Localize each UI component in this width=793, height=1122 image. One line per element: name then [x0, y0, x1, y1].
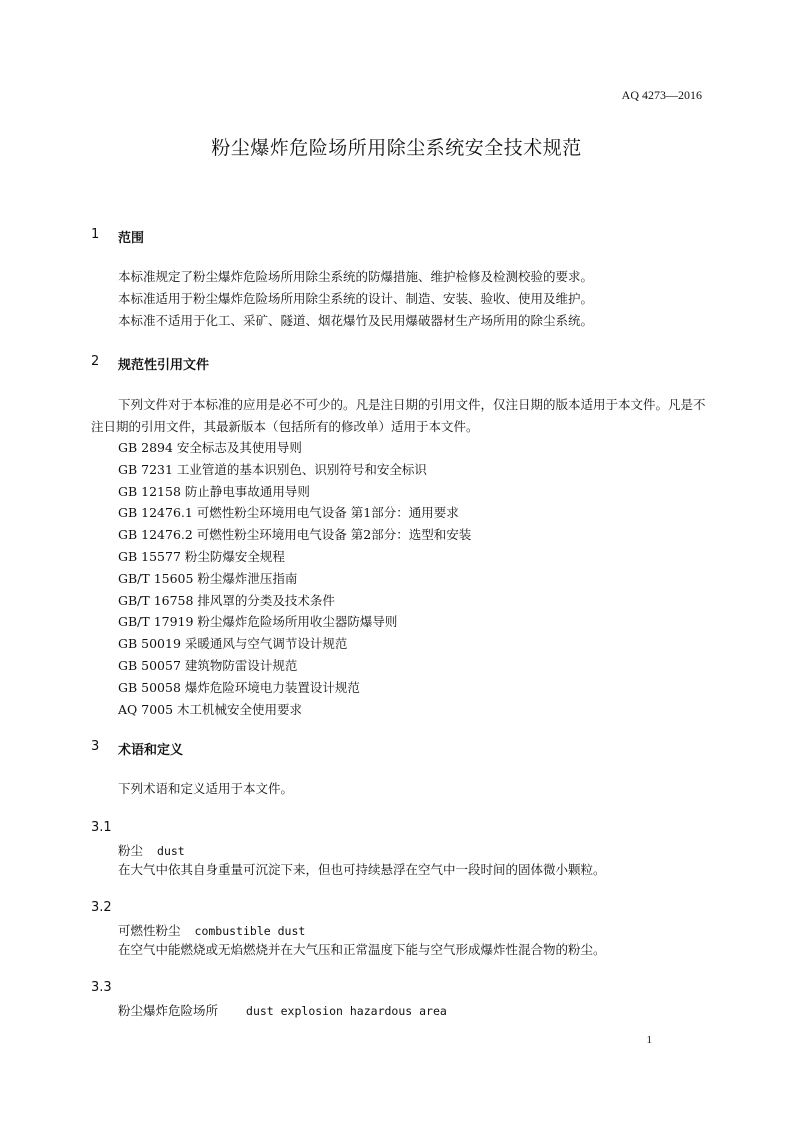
terms-intro: 下列术语和定义适用于本文件。 [118, 781, 294, 796]
term-chinese: 粉尘 [118, 843, 144, 858]
term-heading [118, 1001, 447, 1019]
reference-item: GB 50057 建筑物防雷设计规范 [118, 657, 298, 673]
reference-item: GB 50019 采暖通风与空气调节设计规范 [118, 636, 348, 652]
term-chinese: 可燃性粉尘 [118, 923, 181, 938]
section-title-scope: 范围 [118, 231, 145, 246]
section-number: 2 [91, 354, 100, 369]
section-number: 1 [91, 227, 100, 242]
scope-paragraph: 本标准不适用于化工、采矿、隧道、烟花爆竹及民用爆破器材生产场所用的除尘系统。 [118, 313, 594, 328]
scope-paragraph: 本标准规定了粉尘爆炸危险场所用除尘系统的防爆措施、维护检修及检测校验的要求。 [118, 269, 594, 284]
term-number: 3.3 [91, 980, 112, 995]
term-english: combustible dust [194, 924, 306, 938]
page-number: 1 [646, 1034, 652, 1046]
term-heading [118, 841, 185, 859]
term-english: dust [157, 844, 185, 858]
document-title: 粉尘爆炸危险场所用除尘系统安全技术规范 [211, 137, 582, 159]
term-definition: 在空气中能燃烧或无焰燃烧并在大气压和正常温度下能与空气形成爆炸性混合物的粉尘。 [118, 942, 606, 957]
reference-item: GB/T 17919 粉尘爆炸危险场所用收尘器防爆导则 [118, 614, 398, 630]
reference-item: AQ 7005 木工机械安全使用要求 [118, 701, 303, 717]
reference-item: GB 50058 爆炸危险环境电力装置设计规范 [118, 679, 360, 695]
reference-item: GB 2894 安全标志及其使用导则 [118, 440, 302, 455]
term-definition: 在大气中依其自身重量可沉淀下来，但也可持续悬浮在空气中一段时间的固体微小颗粒。 [118, 862, 606, 877]
reference-item: GB/T 15605 粉尘爆炸泄压指南 [118, 570, 298, 586]
reference-item: GB 12158 防止静电事故通用导则 [118, 483, 310, 499]
section-title-terms-definitions: 术语和定义 [118, 743, 184, 758]
section-number: 3 [91, 739, 100, 754]
section-title-normative-references: 规范性引用文件 [118, 358, 210, 373]
term-chinese: 粉尘爆炸危险场所 [118, 1003, 219, 1018]
term-number: 3.2 [91, 900, 112, 915]
reference-item: GB 7231 工业管道的基本识别色、识别符号和安全标识 [118, 461, 427, 477]
reference-item: GB 12476.2 可燃性粉尘环境用电气设备 第2部分：选型和安装 [118, 527, 472, 543]
reference-list [118, 437, 471, 720]
reference-item: GB/T 16758 排风罩的分类及技术条件 [118, 592, 335, 608]
reference-item: GB 15577 粉尘防爆安全规程 [118, 548, 285, 564]
standard-number: AQ 4273—2016 [621, 88, 702, 102]
references-intro: 下列文件对于本标准的应用是必不可少的。凡是注日期的引用文件，仅注日期的版本适用于本文件。凡是不注日期的引用文件，其最新版本（包括所有的修改单）适用于本文件。 [91, 397, 706, 434]
term-heading [118, 921, 305, 939]
scope-paragraph: 本标准适用于粉尘爆炸危险场所用除尘系统的设计、制造、安装、验收、使用及维护。 [118, 291, 594, 306]
term-number: 3.1 [91, 820, 112, 835]
term-english: dust explosion hazardous area [246, 1004, 447, 1018]
reference-item: GB 12476.1 可燃性粉尘环境用电气设备 第1部分：通用要求 [118, 505, 459, 521]
